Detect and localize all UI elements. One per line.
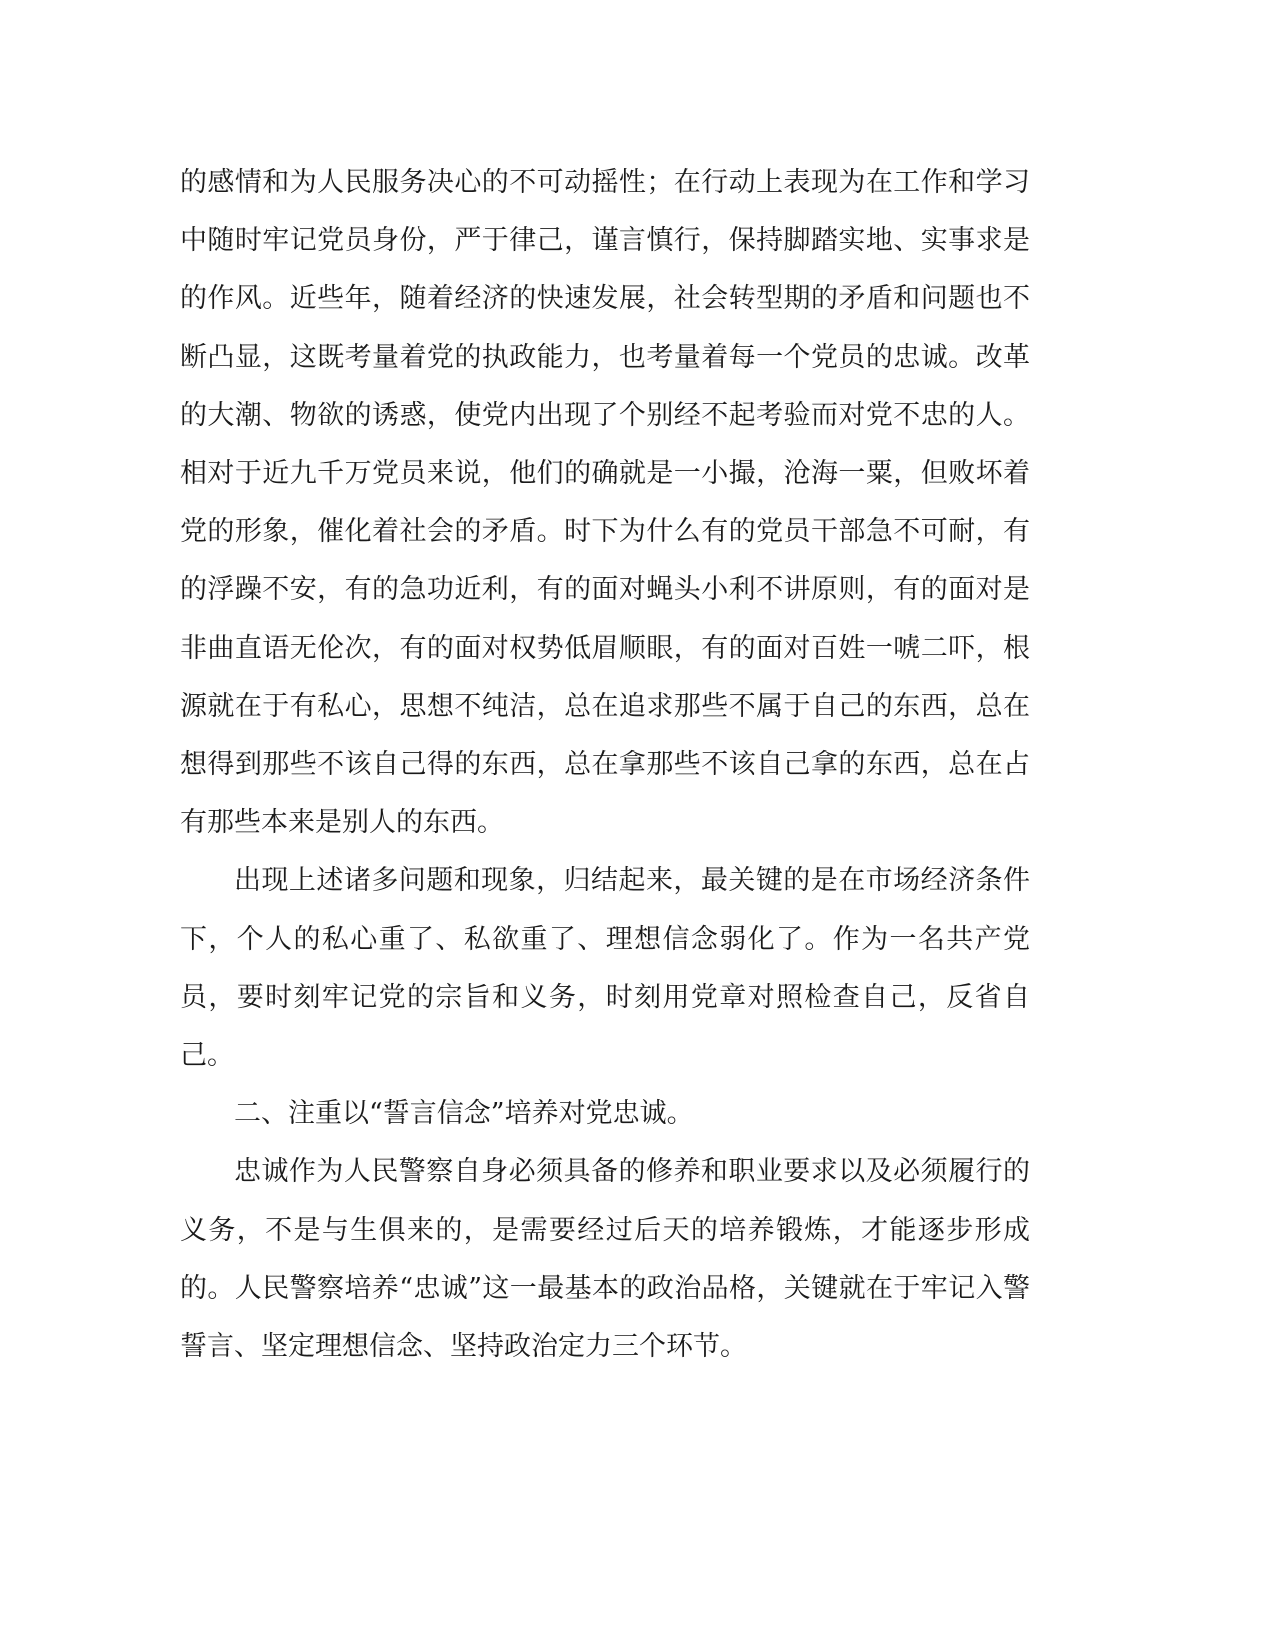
paragraph-continuation: 的感情和为人民服务决心的不可动摇性；在行动上表现为在工作和学习中随时牢记党员身份，严于律己，谨言慎行，保持脚踏实地、实事求是的作风。近些年，随着经济的快速发展，社会转型期的矛盾和问题也不断凸显，这既考量着党的执政能力，也考量着每一个党员的忠诚。改革的大潮、物欲的诱惑，使党内出现了个别经不起考验而对党不忠的人。相对于近九千万党员来说，他们的确就是一小撮，沧海一粟，但败坏着党的形象，催化着社会的矛盾。时下为什么有的党员干部急不可耐，有的浮躁不安，有的急功近利，有的面对蝇头小利不讲原则，有的面对是非曲直语无伦次，有的面对权势低眉顺眼，有的面对百姓一唬二吓，根源就在于有私心，思想不纯洁，总在追求那些不属于自己的东西，总在想得到那些不该自己得的东西，总在拿那些不该自己拿的东西，总在占有那些本来是别人的东西。	[180, 167, 1030, 839]
body-text	[180, 154, 1030, 1376]
paragraph-loyalty: 忠诚作为人民警察自身必须具备的修养和职业要求以及必须履行的义务，不是与生俱来的，是需要经过后天的培养锻炼，才能逐步形成的。人民警察培养“忠诚”这一最基本的政治品格，关键就在于牢记入警誓言、坚定理想信念、坚持政治定力三个环节。	[180, 1156, 1030, 1363]
section-heading: 二、注重以“誓言信念”培养对党忠诚。	[234, 1098, 694, 1130]
paragraph-summary: 出现上述诸多问题和现象，归结起来，最关键的是在市场经济条件下，个人的私心重了、私欲重了、理想信念弱化了。作为一名共产党员，要时刻牢记党的宗旨和义务，时刻用党章对照检查自己，反省自己。	[180, 865, 1030, 1072]
